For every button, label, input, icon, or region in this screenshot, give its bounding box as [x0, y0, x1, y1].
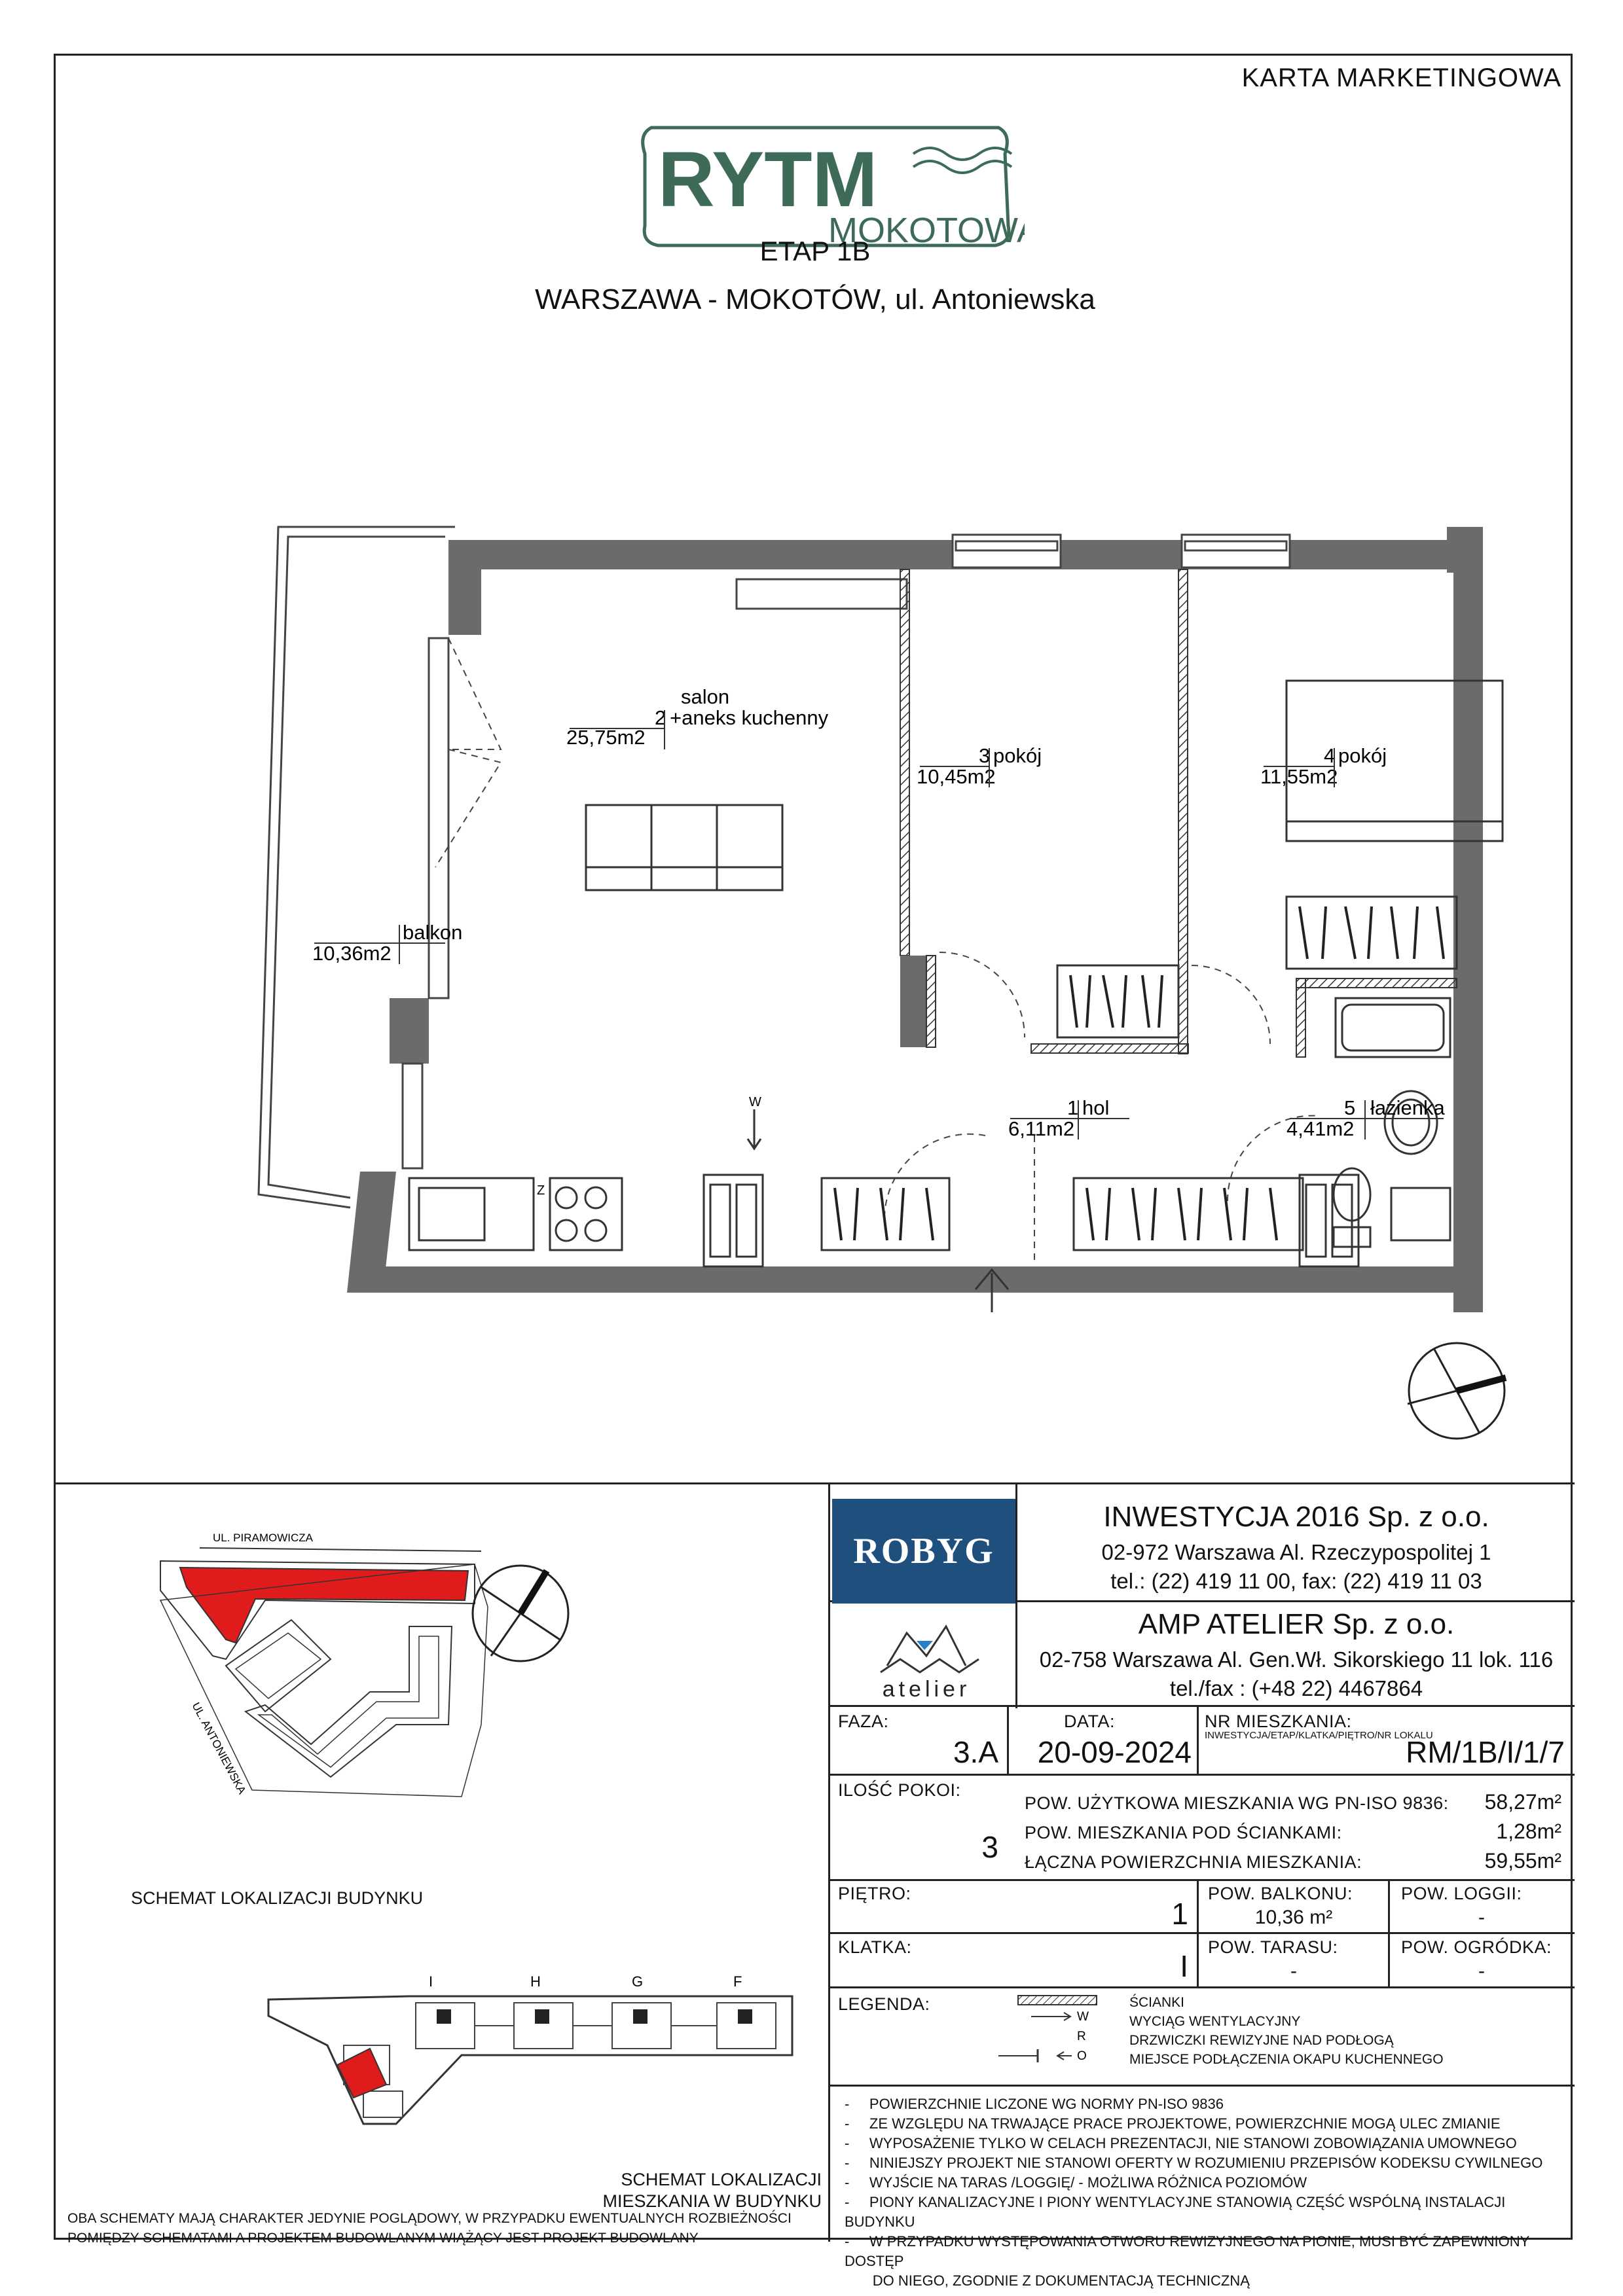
staircase-label: KLATKA:: [838, 1937, 912, 1957]
garden-label: POW. OGRÓDKA:: [1401, 1937, 1552, 1957]
note-item: - W PRZYPADKU WYSTĘPOWANIA OTWORU REWIZYJNEGO NA PIONIE, MUSI BYĆ ZAPEWNIONY DOSTĘP: [845, 2233, 1529, 2269]
caption-building-scheme: SCHEMAT LOKALIZACJI BUDYNKU: [131, 1888, 424, 1908]
caption-flat-scheme-2: MIESZKANIA W BUDYNKU: [602, 2191, 822, 2211]
legend-item: WYCIĄG WENTYLACYJNY: [1129, 2014, 1301, 2029]
compass-north-icon: [1404, 1338, 1509, 1446]
note-item: - PIONY KANALIZACYJNE I PIONY WENTYLACYJNE STANOWIĄ CZĘŚĆ WSPÓLNĄ INSTALACJI BUDYNKU: [845, 2194, 1506, 2230]
usable-area-label: POW. UŻYTKOWA MIESZKANIA WG PN-ISO 9836:: [1025, 1793, 1449, 1813]
garden-value: -: [1478, 1960, 1485, 1982]
room-5-num: 5: [1344, 1096, 1356, 1119]
room-2-name: salon: [681, 685, 730, 708]
nr-value: RM/1B/I/1/7: [1406, 1735, 1565, 1769]
room-1-area: 6,11m2: [1008, 1117, 1075, 1140]
disclaimer: [67, 2209, 792, 2248]
col-line-c: [1197, 1705, 1199, 1774]
floor-value: 1: [1171, 1897, 1188, 1931]
balcony-name: balkon: [403, 921, 463, 944]
room-2-name2: +aneks kuchenny: [670, 706, 829, 729]
terrace-value: -: [1290, 1960, 1297, 1982]
legend-symbols: [959, 1992, 1123, 2070]
floor-plan: [187, 461, 1568, 1312]
data-label: DATA:: [1064, 1712, 1116, 1731]
z-mark: Z: [537, 1183, 545, 1198]
legend-symbol-w: W: [1077, 2010, 1089, 2024]
stair-h: H: [530, 1973, 541, 1990]
building-location-scheme: [95, 1528, 501, 1842]
note-item: - WYPOSAŻENIE TYLKO W CELACH PREZENTACJI, NIE STANOWI ZOBOWIĄZANIA UMOWNEGO: [845, 2135, 1517, 2151]
room-5-name: łazienka: [1370, 1096, 1445, 1119]
note-item: - POWIERZCHNIE LICZONE WG NORMY PN-ISO 9836: [845, 2096, 1224, 2112]
total-area-label: ŁĄCZNA POWIERZCHNIA MIESZKANIA:: [1025, 1852, 1362, 1872]
logo-sub-text: MOKOTOWA: [828, 211, 1025, 250]
staircase-value: I: [1180, 1949, 1188, 1983]
room-2-area: 25,75m2: [566, 726, 646, 749]
vent-mark: W: [749, 1095, 761, 1109]
faza-label: FAZA:: [838, 1712, 889, 1731]
architect-name: AMP ATELIER Sp. z o.o.: [1138, 1608, 1455, 1640]
note-item: DO NIEGO, ZGODNIE Z DOKUMENTACJĄ TECHNICZNĄ: [872, 2272, 1250, 2289]
street-antoniewska: UL. ANTONIEWSKA: [189, 1700, 249, 1797]
row-line-7: [830, 2085, 1575, 2087]
legend-symbol-o: O: [1077, 2049, 1087, 2063]
room-labels: [312, 685, 1445, 1140]
usable-area-value: 58,27m²: [1484, 1790, 1561, 1814]
legend-symbol-r: R: [1077, 2030, 1086, 2043]
terrace-label: POW. TARASU:: [1208, 1937, 1338, 1957]
investor-contact: tel.: (22) 419 11 00, fax: (22) 419 11 03: [1110, 1569, 1482, 1593]
windows: [403, 535, 1290, 1168]
robyg-logo: ROBYG: [832, 1499, 1015, 1604]
balcony-area-label: POW. BALKONU:: [1208, 1884, 1353, 1903]
room-3-num: 3: [979, 744, 991, 767]
wall-hatch-icon: [1018, 1996, 1097, 2005]
disclaimer-line-1: OBA SCHEMATY MAJĄ CHARAKTER JEDYNIE POGLĄDOWY, W PRZYPADKU EWENTUALNYCH ROZBIEŻNOŚCI: [67, 2211, 792, 2226]
address-label: WARSZAWA - MOKOTÓW, ul. Antoniewska: [535, 283, 1095, 315]
note-item: - NINIEJSZY PROJEKT NIE STANOWI OFERTY W ROZUMIENIU PRZEPISÓW KODEKSU CYWILNEGO: [845, 2155, 1543, 2171]
rooms-count-label: ILOŚĆ POKOI:: [838, 1780, 961, 1800]
room-5-area: 4,41m2: [1286, 1117, 1355, 1140]
legend-items: [1129, 1993, 1444, 2069]
wall-area-label: POW. MIESZKANIA POD ŚCIANKAMI:: [1025, 1823, 1342, 1842]
data-value: 20-09-2024: [1037, 1735, 1192, 1769]
atelier-logo-text: atelier: [882, 1677, 971, 1702]
compass-small-icon: [468, 1561, 573, 1669]
room-3-area: 10,45m2: [917, 765, 996, 788]
legend-title: LEGENDA:: [838, 1994, 930, 2014]
document-sheet: [54, 54, 1573, 2289]
row-line-5: [830, 1932, 1575, 1934]
room-4-area: 11,55m2: [1260, 765, 1338, 788]
room-1-name: hol: [1082, 1096, 1110, 1119]
rooms-count-value: 3: [981, 1830, 998, 1864]
loggia-label: POW. LOGGII:: [1401, 1884, 1522, 1903]
logo-main-text: RYTM: [658, 135, 878, 223]
flat-highlight: [337, 2049, 386, 2098]
row-line-6: [830, 1986, 1575, 1988]
stair-f: F: [733, 1973, 742, 1990]
balcony-area: 10,36m2: [312, 942, 392, 965]
col-line-a: [1015, 1482, 1017, 1708]
nr-label: NR MIESZKANIA:: [1205, 1712, 1352, 1731]
investor-name: INWESTYCJA 2016 Sp. z o.o.: [1103, 1501, 1489, 1533]
row-line-2: [830, 1705, 1575, 1707]
flat-location-scheme: [265, 1967, 828, 2150]
stair-g: G: [632, 1973, 644, 1990]
col-line-b: [1007, 1705, 1009, 1774]
stage-label: ETAP 1B: [759, 236, 871, 266]
disclaimer-line-2: POMIĘDZY SCHEMATAMI A PROJEKTEM BUDOWLANYM WIĄŻĄCY JEST PROJEKT BUDOWLANY: [67, 2231, 699, 2246]
row-line-4: [830, 1879, 1575, 1881]
room-4-name: pokój: [1338, 744, 1387, 767]
column-divider: [828, 1482, 830, 2242]
room-2-num: 2: [655, 706, 666, 729]
architect-contact: tel./fax : (+48 22) 4467864: [1169, 1676, 1423, 1700]
legend-item: MIEJSCE PODŁĄCZENIA OKAPU KUCHENNEGO: [1129, 2052, 1444, 2067]
row-line-3: [830, 1774, 1575, 1776]
note-item: - ZE WZGLĘDU NA TRWAJĄCE PRACE PROJEKTOWE, POWIERZCHNIE MOGĄ ULEC ZMIANIE: [845, 2115, 1501, 2132]
room-4-num: 4: [1324, 744, 1336, 767]
exterior-walls: [347, 527, 1483, 1312]
note-item: - WYJŚCIE NA TARAS /LOGGIĘ/ - MOŻLIWA RÓŻNICA POZIOMÓW: [845, 2174, 1307, 2191]
floor-label: PIĘTRO:: [838, 1884, 911, 1903]
stair-i: I: [429, 1973, 433, 1990]
investor-address: 02-972 Warszawa Al. Rzeczypospolitej 1: [1101, 1540, 1491, 1564]
legend-item: ŚCIANKI: [1129, 1995, 1185, 2010]
total-area-value: 59,55m²: [1484, 1849, 1561, 1873]
legend-item: DRZWICZKI REWIZYJNE NAD PODŁOGĄ: [1129, 2033, 1394, 2048]
notes-list: [845, 2094, 1571, 2291]
doc-type-label: KARTA MARKETINGOWA: [1241, 63, 1561, 92]
faza-value: 3.A: [953, 1735, 998, 1769]
nr-sub-label: INWESTYCJA/ETAP/KLATKA/PIĘTRO/NR LOKALU: [1205, 1730, 1433, 1741]
room-1-num: 1: [1067, 1096, 1079, 1119]
wall-area-value: 1,28m²: [1496, 1820, 1561, 1843]
balcony-area-value: 10,36 m²: [1254, 1907, 1333, 1928]
street-piramowicza: UL. PIRAMOWICZA: [213, 1532, 314, 1544]
balcony-outline: [259, 527, 455, 1208]
architect-address: 02-758 Warszawa Al. Gen.Wł. Sikorskiego 11 lok. 116: [1039, 1647, 1554, 1672]
section-divider: [56, 1482, 1575, 1484]
loggia-value: -: [1478, 1907, 1485, 1928]
room-3-name: pokój: [993, 744, 1042, 767]
atelier-logo: [841, 1607, 1012, 1702]
caption-flat-scheme-1: SCHEMAT LOKALIZACJI: [621, 2170, 822, 2189]
